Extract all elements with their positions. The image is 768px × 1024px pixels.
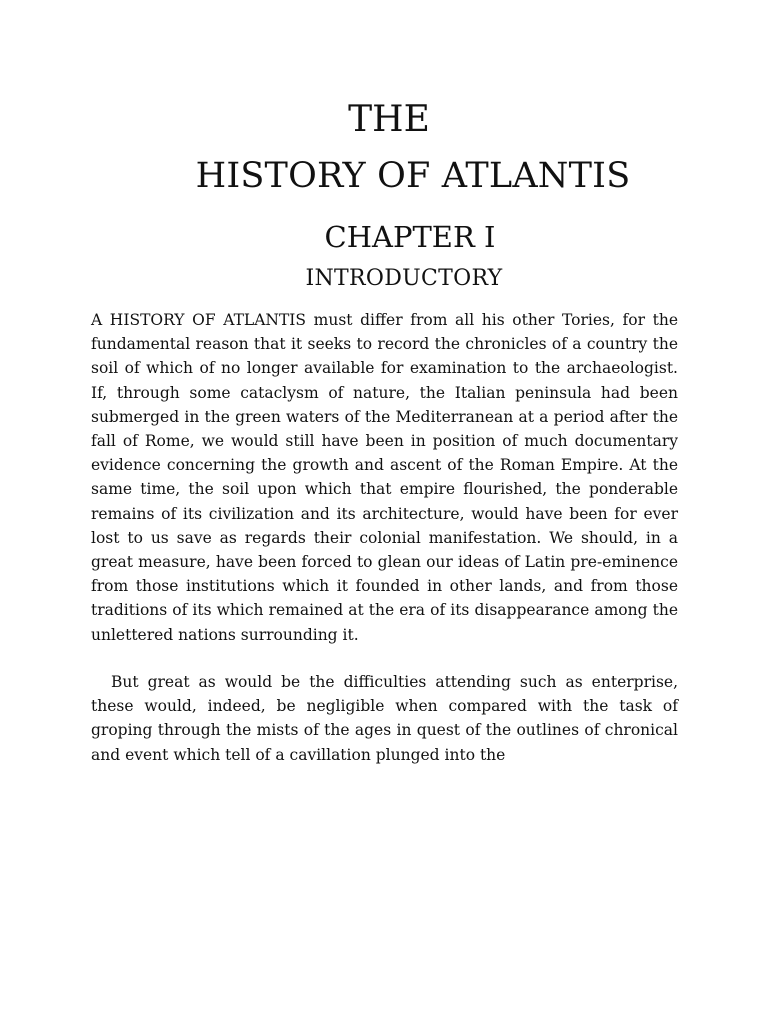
body-paragraph-1: A HISTORY OF ATLANTIS must differ from all his other Tories, for the fundamental reason that it seeks to record the chronicles of a country the soil of which of no longer available for examination to the archaeologist. If, through some cataclysm of nature, the Italian peninsula had been submerged in the green waters of the Mediterranean at a period after the fall of Rome, we would still have been in position of much documentary evidence concerning the growth and ascent of the Roman Empire. At the same time, the soil upon which that empire flourished, the ponderable remains of its civilization and its architecture, would have been for ever lost to us save as regards their colonial manifestation. We should, in a great measure, have been forced to glean our ideas of Latin pre-eminence from those institutions which it founded in other lands, and from those traditions of its which remained at the era of its disappearance among the unlettered nations surrounding it. [91,311,678,644]
book-title: HISTORY OF ATLANTIS [195,156,631,196]
chapter-heading: CHAPTER I [324,220,496,254]
body-paragraph-2: But great as would be the difficulties attending such as enterprise, these would, indeed, be negligible when compared with the task of groping through the mists of the ages in quest of the outlines of chronical and event which tell of a cavillation plunged into the [91,673,678,764]
title-line-1: THE [348,99,430,140]
chapter-subtitle: INTRODUCTORY [305,266,503,291]
